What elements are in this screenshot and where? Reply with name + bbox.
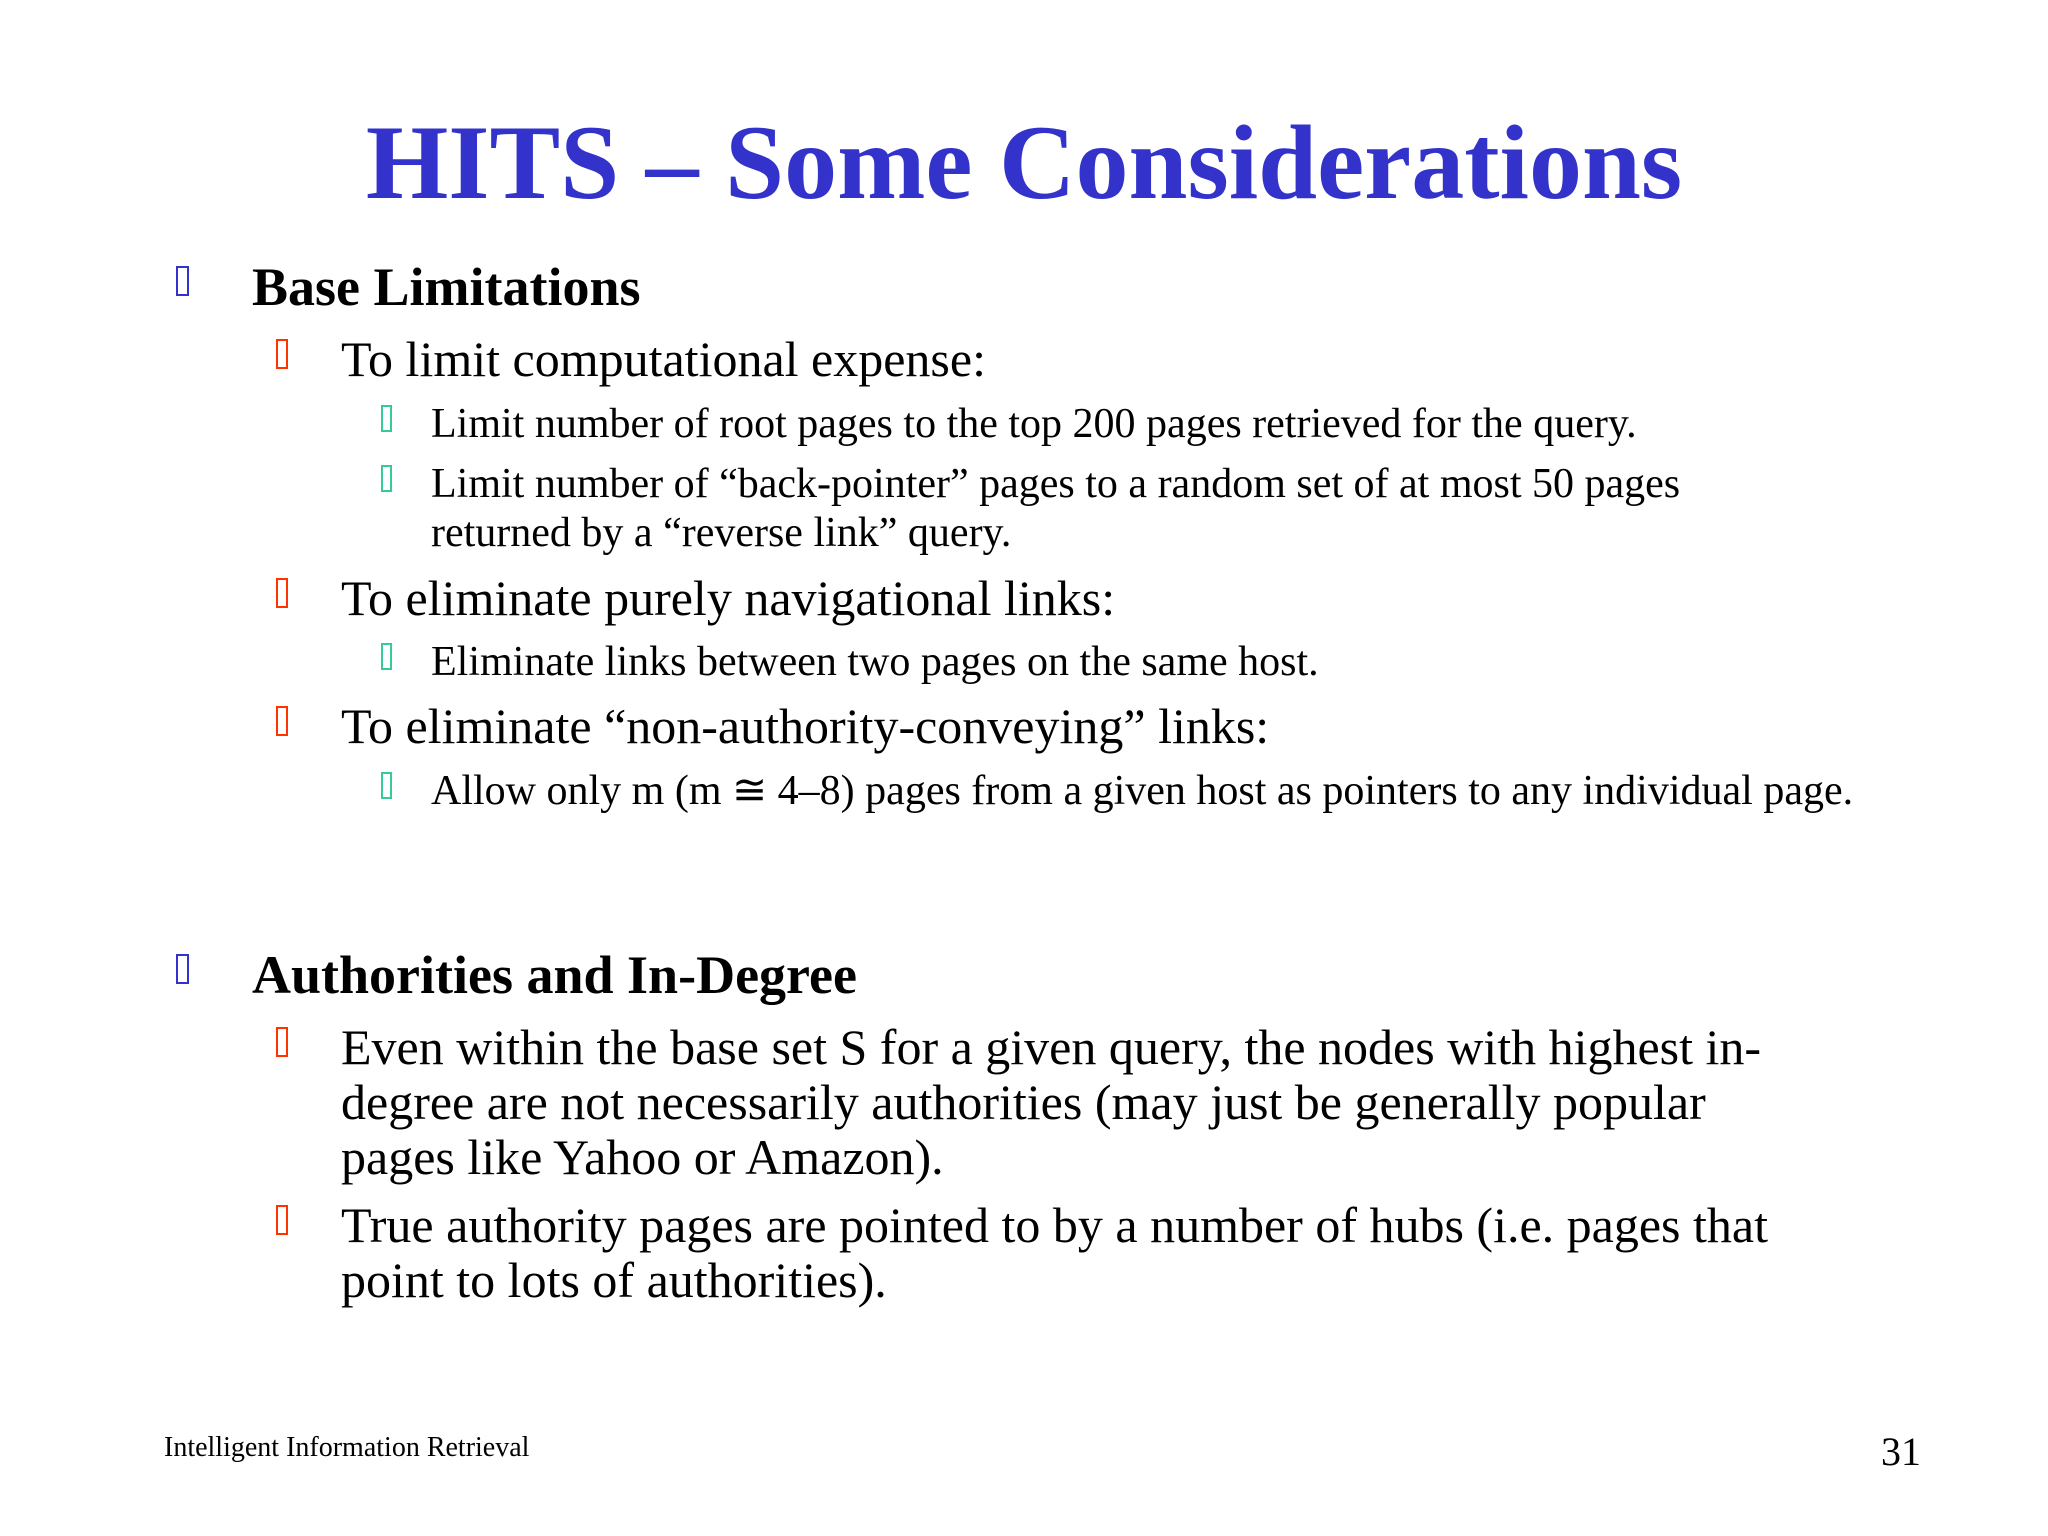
bullet-icon <box>176 954 189 984</box>
bullet-icon <box>276 1027 288 1057</box>
bullet-icon <box>276 578 288 608</box>
bullet-icon <box>276 706 288 736</box>
bullet-icon <box>276 339 288 369</box>
point-text: To eliminate “non-authority-conveying” links: <box>341 698 1270 754</box>
subpoint-text: Limit number of “back-pointer” pages to a random set of at most 50 pages returned by a “reverse link” query. <box>431 461 1681 556</box>
bullet-icon <box>276 1205 288 1235</box>
footer-course-name: Intelligent Information Retrieval <box>164 1432 530 1463</box>
point-text: To eliminate purely navigational links: <box>341 570 1116 626</box>
bullet-icon <box>381 405 392 432</box>
bullet-icon <box>381 465 392 492</box>
subpoint-text: Eliminate links between two pages on the same host. <box>431 639 1319 685</box>
section-heading: Authorities and In-Degree <box>252 945 857 1005</box>
slide-title: HITS – Some Considerations <box>365 104 1683 221</box>
point-text: Even within the base set S for a given query, the nodes with highest in-degree are not necessarily authorities (may just be generally popular pages like Yahoo or Amazon). <box>341 1019 1762 1185</box>
bullet-icon <box>176 266 189 296</box>
point-text: True authority pages are pointed to by a number of hubs (i.e. pages that point to lots of authorities). <box>341 1197 1768 1308</box>
bullet-icon <box>381 772 392 799</box>
slide-number: 31 <box>1881 1429 1921 1474</box>
section-heading: Base Limitations <box>252 257 641 317</box>
subpoint-text: Limit number of root pages to the top 200 pages retrieved for the query. <box>431 401 1637 447</box>
subpoint-text: Allow only m (m ≅ 4–8) pages from a given host as pointers to any individual page. <box>431 768 1854 814</box>
point-text: To limit computational expense: <box>341 331 986 387</box>
bullet-icon <box>381 643 392 670</box>
